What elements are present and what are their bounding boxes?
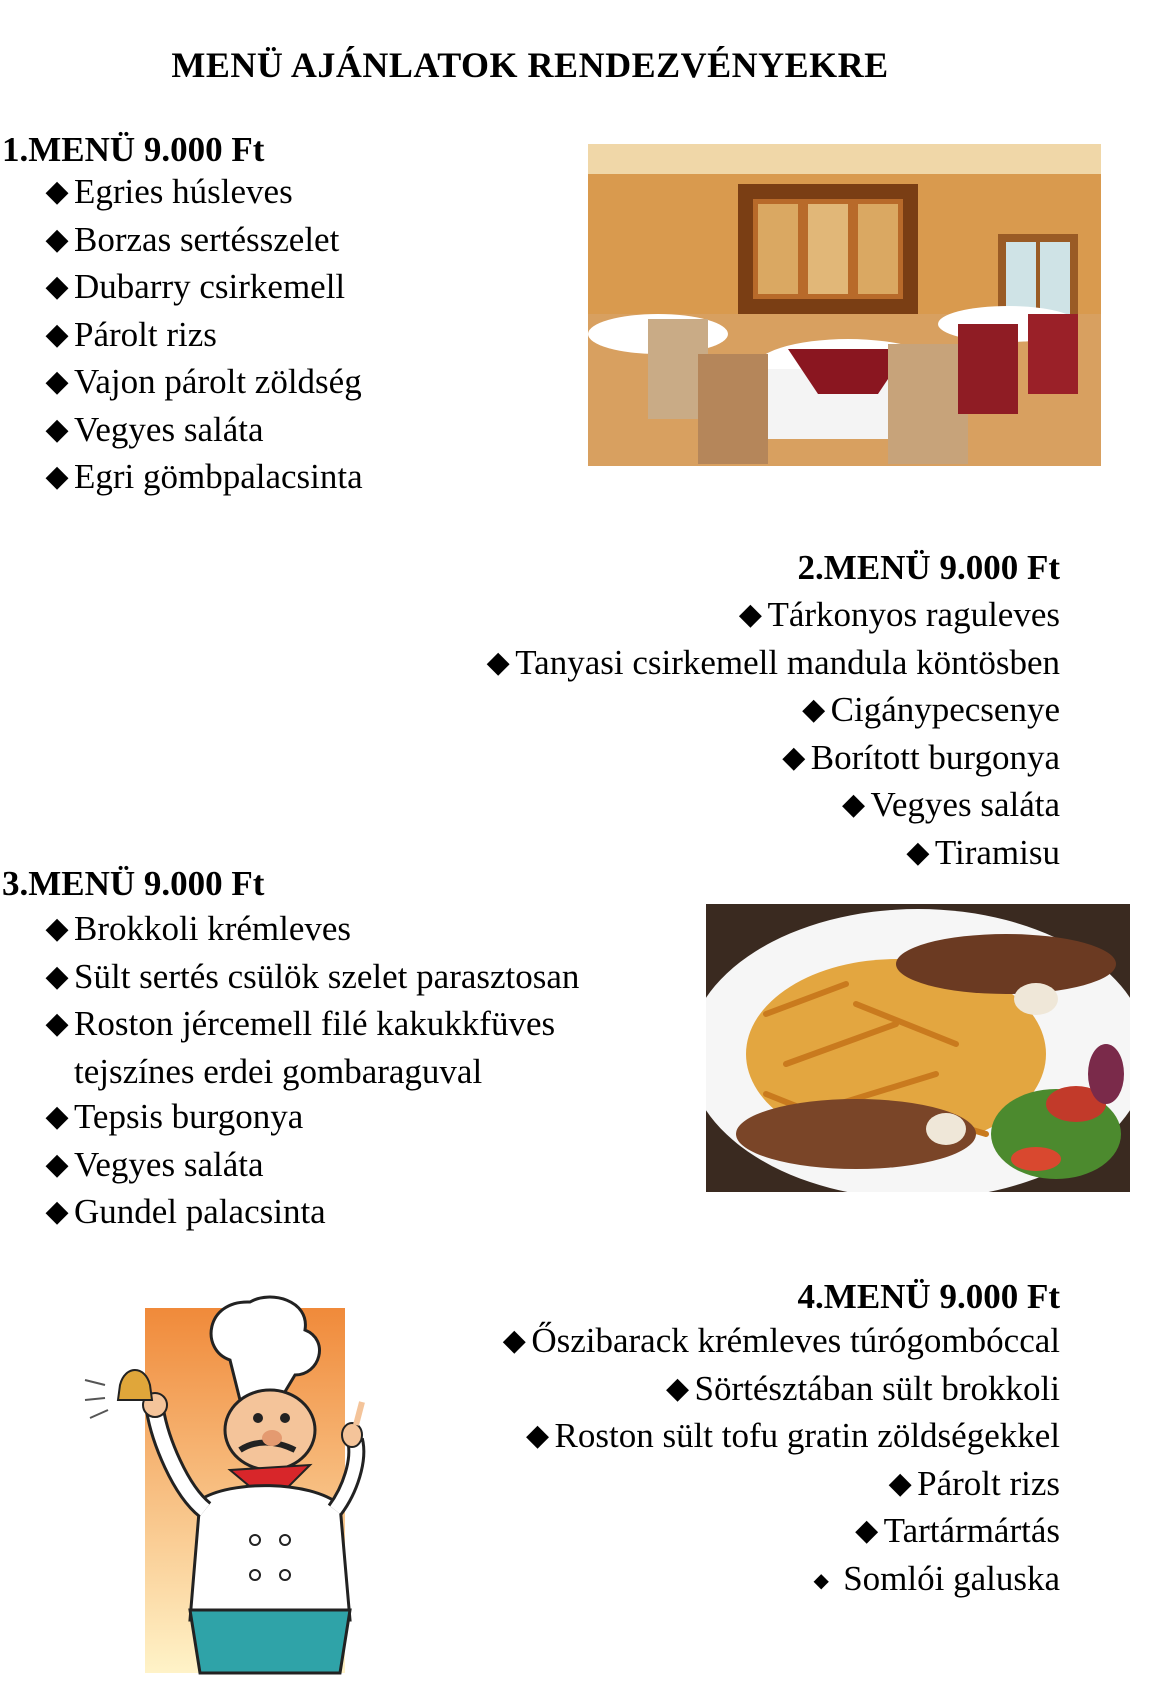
list-item: ◆ Párolt rizs [40,312,363,360]
diamond-bullet-icon: ◆ [813,1569,829,1592]
list-item: ◆ Cigánypecsenye [481,687,1060,735]
list-item: ◆ Tepsis burgonya [40,1094,579,1142]
list-item: ◆ Somlói galuska [497,1556,1060,1608]
menu-3-heading: 3.MENÜ 9.000 Ft [2,864,265,903]
list-item: ◆ Tartármártás [497,1508,1060,1556]
menu-4-items [497,1318,1060,1607]
diamond-bullet-icon: ◆ [45,912,69,945]
list-item: ◆ Sült sertés csülök szelet parasztosan [40,954,579,1002]
list-item: ◆ Őszibarack krémleves túrógombóccal [497,1318,1060,1366]
diamond-bullet-icon: ◆ [906,835,930,869]
diamond-bullet-icon: ◆ [45,412,69,446]
diamond-bullet-icon: ◆ [45,1195,69,1228]
chef-cartoon-image [80,1290,370,1675]
list-item: ◆ Vegyes saláta [40,1142,579,1190]
list-item: ◆ Dubarry csirkemell [40,264,363,312]
list-item: ◆ Vegyes saláta [481,782,1060,830]
diamond-bullet-icon: ◆ [665,1371,690,1405]
list-item: ◆ Borzas sertésszelet [40,217,363,265]
menu-1-heading: 1.MENÜ 9.000 Ft [2,130,265,169]
list-item-continuation: tejszínes erdei gombaraguval [74,1051,483,1091]
diamond-bullet-icon: ◆ [45,1007,69,1040]
list-item: ◆ Roston jércemell filé kakukkfüves [40,1001,579,1049]
list-item: ◆ Tárkonyos raguleves [481,592,1060,640]
diamond-bullet-icon: ◆ [45,222,69,256]
diamond-bullet-icon: ◆ [45,365,69,398]
list-item: ◆ Tiramisu [481,830,1060,878]
menu-3-items [40,906,579,1237]
diamond-bullet-icon: ◆ [888,1466,912,1500]
diamond-bullet-icon: ◆ [738,598,762,631]
diamond-bullet-icon: ◆ [45,1100,69,1133]
diamond-bullet-icon: ◆ [45,460,69,493]
diamond-bullet-icon: ◆ [486,645,510,679]
list-item: ◆ Tanyasi csirkemell mandula köntösben [481,640,1060,688]
page-title: MENÜ AJÁNLATOK RENDEZVÉNYEKRE [171,45,889,85]
list-item: ◆ Brokkoli krémleves [40,906,579,954]
list-item: ◆ Egri gömbpalacsinta [40,454,363,502]
list-item: ◆ Párolt rizs [497,1461,1060,1509]
diamond-bullet-icon: ◆ [802,693,826,726]
list-item: ◆ Vajon párolt zöldség [40,359,363,407]
menu-2-items [481,592,1060,877]
list-item: ◆ Egries húsleves [40,169,363,217]
list-item: ◆ Vegyes saláta [40,407,363,455]
diamond-bullet-icon: ◆ [45,270,69,303]
diamond-bullet-icon: ◆ [525,1419,550,1452]
menu-4-heading: 4.MENÜ 9.000 Ft [797,1277,1060,1316]
diamond-bullet-icon: ◆ [502,1324,526,1357]
diamond-bullet-icon: ◆ [45,175,69,208]
menu-1-items [40,169,363,502]
list-item: ◆ Sörtésztában sült brokkoli [497,1366,1060,1414]
restaurant-interior-image [588,144,1101,466]
diamond-bullet-icon: ◆ [782,740,806,774]
diamond-bullet-icon: ◆ [841,788,866,821]
diamond-bullet-icon: ◆ [45,1147,69,1181]
list-item: ◆ Borított burgonya [481,735,1060,783]
food-plate-image [706,904,1130,1192]
diamond-bullet-icon: ◆ [45,317,69,351]
list-item: ◆ Gundel palacsinta [40,1189,579,1237]
list-item: ◆ Roston sült tofu gratin zöldségekkel [497,1413,1060,1461]
diamond-bullet-icon: ◆ [855,1514,879,1547]
diamond-bullet-icon: ◆ [45,959,69,993]
menu-2-heading: 2.MENÜ 9.000 Ft [797,548,1060,587]
